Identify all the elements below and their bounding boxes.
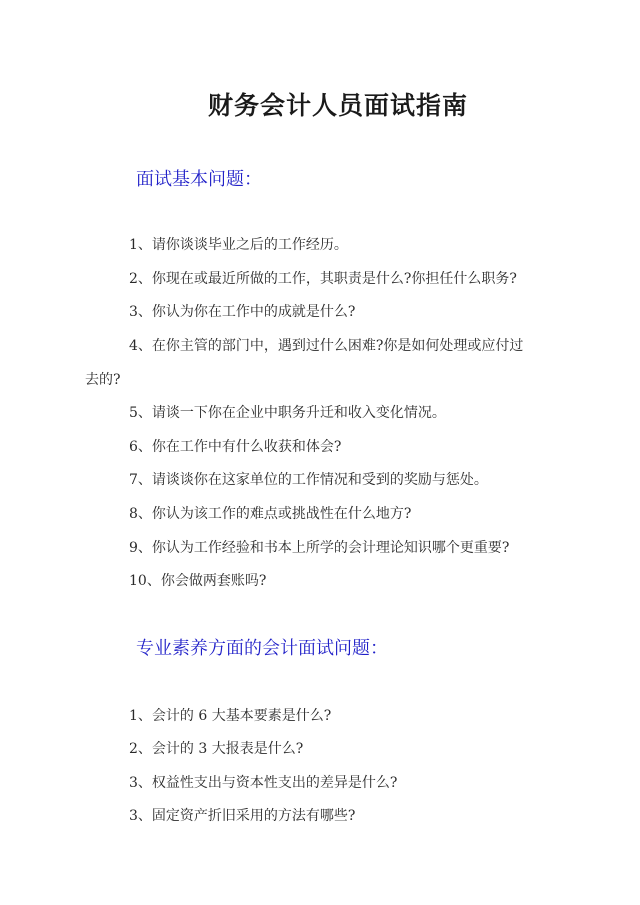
question-item: 5、请谈一下你在企业中职务升迁和收入变化情况。 <box>129 405 446 421</box>
question-item: 4、在你主管的部门中，遇到过什么困难?你是如何处理或应付过 <box>129 338 524 354</box>
question-item: 10、你会做两套账吗? <box>129 573 267 589</box>
question-item: 3、你认为你在工作中的成就是什么? <box>129 304 356 320</box>
question-item: 1、请你谈谈毕业之后的工作经历。 <box>129 237 348 253</box>
question-item: 9、你认为工作经验和书本上所学的会计理论知识哪个更重要? <box>129 540 510 556</box>
question-item: 8、你认为该工作的难点或挑战性在什么地方? <box>129 506 412 522</box>
question-item: 2、会计的 3 大报表是什么? <box>129 741 304 757</box>
question-item: 6、你在工作中有什么收获和体会? <box>129 439 342 455</box>
question-item: 1、会计的 6 大基本要素是什么? <box>129 708 332 724</box>
section-heading-professional: 专业素养方面的会计面试问题： <box>136 638 388 659</box>
document-title: 财务会计人员面试指南 <box>207 91 468 120</box>
section-heading-basic: 面试基本问题： <box>136 169 262 190</box>
question-item: 2、你现在或最近所做的工作，其职责是什么?你担任什么职务? <box>129 271 517 287</box>
question-item-continuation: 去的? <box>85 372 121 388</box>
question-item: 3、固定资产折旧采用的方法有哪些? <box>129 808 356 824</box>
question-item: 3、权益性支出与资本性支出的差异是什么? <box>129 775 398 791</box>
question-item: 7、请谈谈你在这家单位的工作情况和受到的奖励与惩处。 <box>129 472 488 488</box>
